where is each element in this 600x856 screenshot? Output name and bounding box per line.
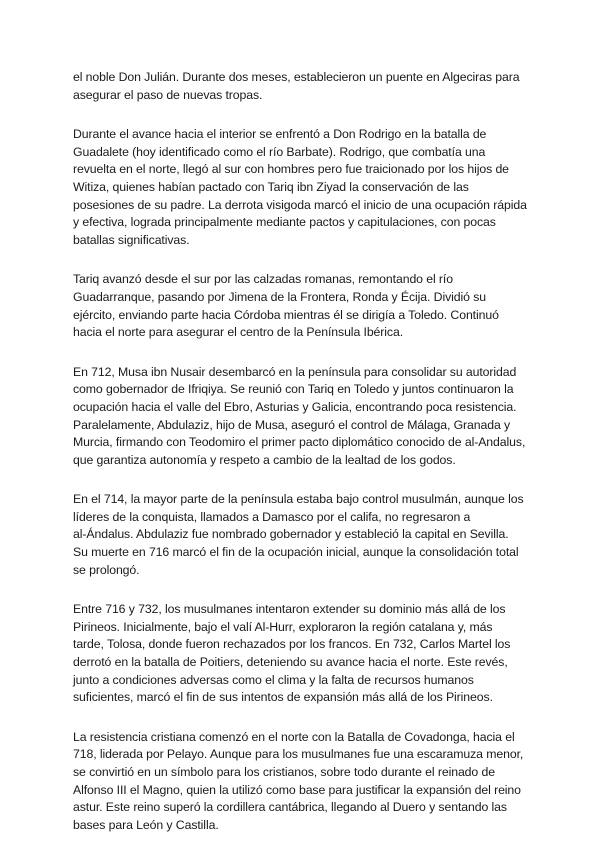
text-line: astur. Este reino superó la cordillera cantábrica, llegando al Duero y sentando las — [73, 800, 507, 815]
text-line: al-Ándalus. Abdulaziz fue nombrado gobernador y estableció la capital en Sevilla. — [73, 527, 509, 542]
text-line: derrotó en la batalla de Poitiers, deteniendo su avance hacia el norte. Este revés, — [73, 655, 508, 670]
text-line: tarde, Tolosa, donde fueron rechazados por los francos. En 732, Carlos Martel los — [73, 637, 511, 652]
text-line: En 712, Musa ibn Nusair desembarcó en la península para consolidar su autoridad — [73, 364, 517, 379]
text-line: 718, liderada por Pelayo. Aunque para los musulmanes fue una escaramuza menor, — [73, 747, 524, 762]
text-line: Guadarranque, pasando por Jimena de la Frontera, Ronda y Écija. Dividió su — [73, 289, 486, 304]
text-line: que garantiza autonomía y respeto a cambio de la lealtad de los godos. — [73, 452, 456, 467]
text-line: Durante el avance hacia el interior se enfrentó a Don Rodrigo en la batalla de — [73, 127, 487, 142]
text-line: ocupación hacia el valle del Ebro, Asturias y Galicia, encontrando poca resistencia. — [73, 399, 517, 414]
text-line: se prolongó. — [73, 562, 140, 577]
document-body — [73, 69, 533, 856]
paragraph-7 — [73, 729, 533, 835]
text-line: bases para León y Castilla. — [73, 817, 219, 832]
text-line: Witiza, quienes habían pactado con Tariq ibn Ziyad la conservación de las — [73, 179, 469, 194]
text-line: el noble Don Julián. Durante dos meses, establecieron un puente en Algeciras para — [73, 70, 520, 84]
text-line: La resistencia cristiana comenzó en el norte con la Batalla de Covadonga, hacia el — [73, 729, 515, 744]
paragraph-1 — [73, 69, 533, 104]
text-line: suficientes, marcó el fin de sus intentos de expansión más allá de los Pirineos. — [73, 690, 493, 705]
text-line: Alfonso III el Magno, quien la utilizó como base para justificar la expansión del reino — [73, 782, 521, 797]
text-line: Tariq avanzó desde el sur por las calzadas romanas, remontando el río — [73, 272, 453, 287]
text-line: asegurar el paso de nuevas tropas. — [73, 87, 263, 102]
paragraph-4 — [73, 364, 533, 470]
text-line: se convirtió en un símbolo para los cristianos, sobre todo durante el reinado de — [73, 765, 495, 779]
paragraph-6 — [73, 601, 533, 707]
text-line: Murcia, firmando con Teodomiro el primer pacto diplomático conocido de al-Andalus, — [73, 435, 526, 450]
text-line: hacia el norte para asegurar el centro de la Península Ibérica. — [73, 325, 404, 340]
text-line: revuelta en el norte, llegó al sur con hombres pero fue traicionado por los hijos de — [73, 162, 509, 177]
text-line: Pirineos. Inicialmente, bajo el valí Al-Hurr, exploraron la región catalana y, más — [73, 619, 493, 634]
text-line: como gobernador de Ifriqiya. Se reunió con Tariq en Toledo y juntos continuaron la — [73, 382, 514, 397]
text-line: y efectiva, lograda principalmente mediante pactos y capitulaciones, con pocas — [73, 215, 496, 230]
paragraph-2 — [73, 126, 533, 249]
text-line: Paralelamente, Abdulaziz, hijo de Musa, aseguró el control de Málaga, Granada y — [73, 417, 511, 432]
text-line: junto a condiciones adversas como el clima y la falta de recursos humanos — [73, 672, 474, 687]
text-line: En el 714, la mayor parte de la península estaba bajo control musulmán, aunque los — [73, 492, 524, 507]
paragraph-5 — [73, 491, 533, 579]
text-line: posesiones de su padre. La derrota visigoda marcó el inicio de una ocupación rápida — [73, 197, 527, 212]
text-line: ejército, enviando parte hacia Córdoba mientras él se dirigía a Toledo. Continuó — [73, 307, 499, 322]
text-line: Su muerte en 716 marcó el fin de la ocupación inicial, aunque la consolidación total — [73, 545, 519, 560]
text-line: líderes de la conquista, llamados a Damasco por el califa, no regresaron a — [73, 509, 471, 524]
paragraph-3 — [73, 271, 533, 341]
text-line: Entre 716 y 732, los musulmanes intentaron extender su dominio más allá de los — [73, 602, 506, 617]
text-line: batallas significativas. — [73, 232, 190, 247]
text-line: Guadalete (hoy identificado como el río Barbate). Rodrigo, que combatía una — [73, 144, 486, 159]
